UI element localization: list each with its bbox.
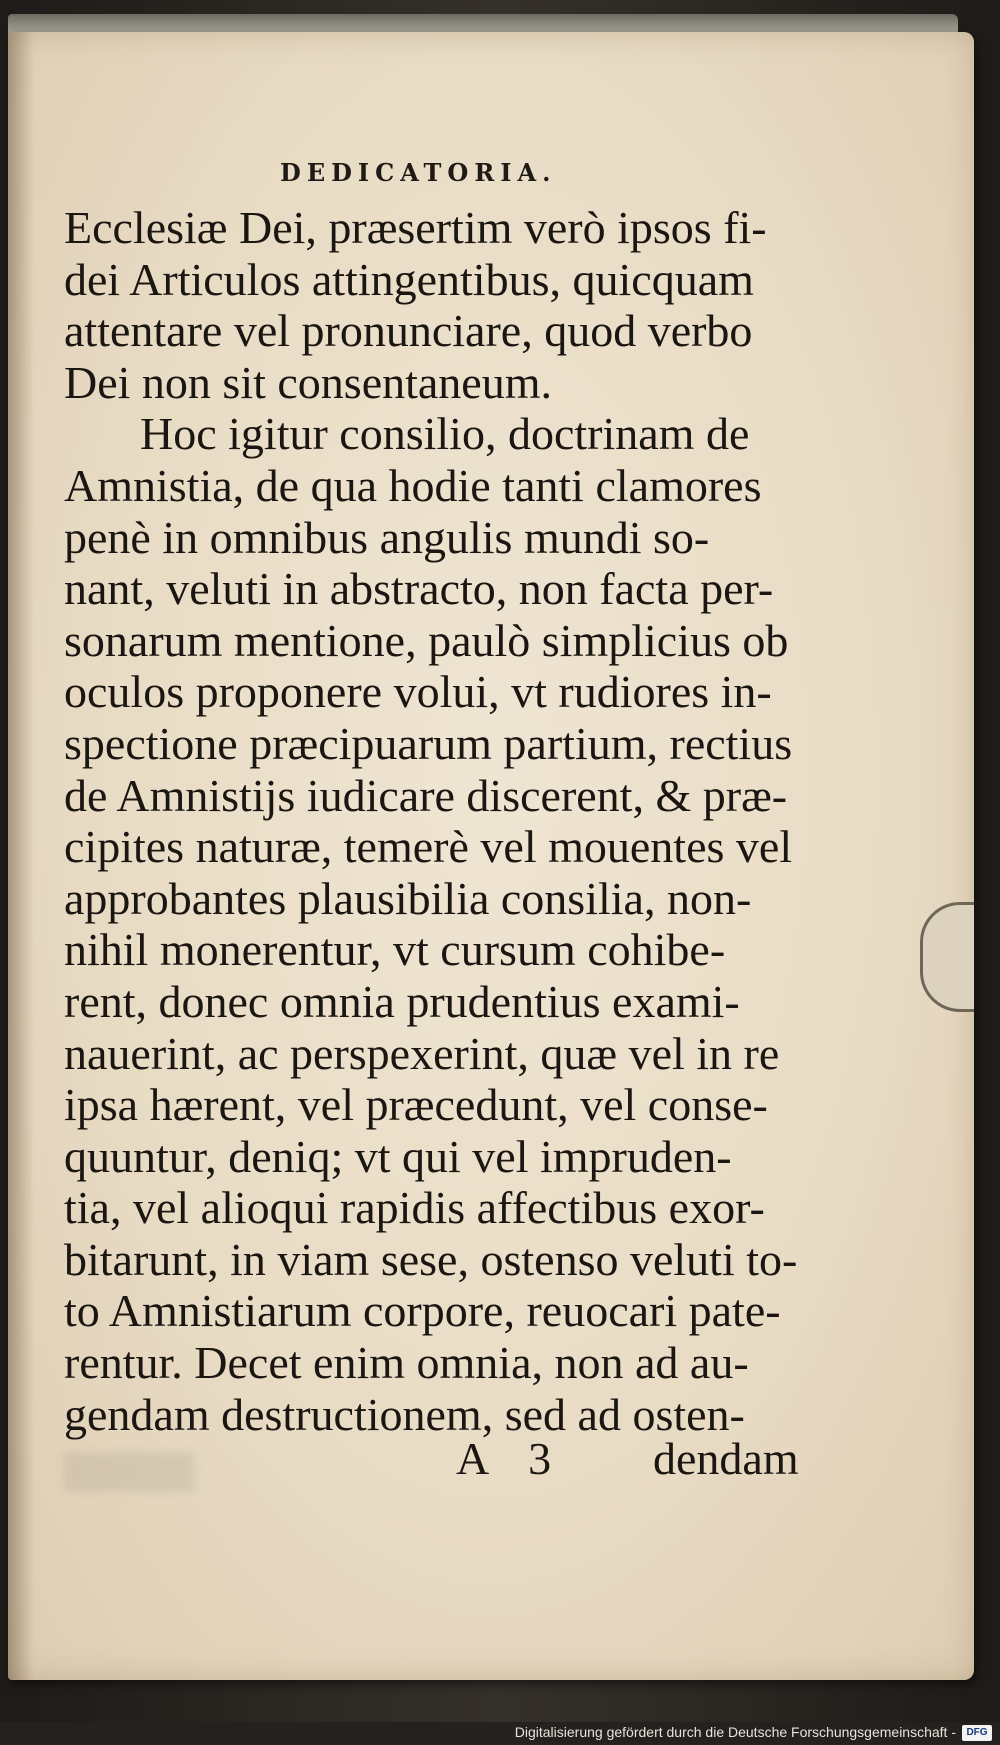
text-line: penè in omnibus angulis mundi so-: [64, 511, 710, 563]
body-text: [64, 202, 804, 1440]
text-line: tia, vel alioqui rapidis affectibus exor-: [64, 1182, 765, 1234]
text-line: nauerint, ac perspexerint, quæ vel in re: [64, 1027, 780, 1079]
text-line: Dei non sit consentaneum.: [64, 356, 553, 408]
signature-mark: A 3: [456, 1433, 552, 1484]
text-line: oculos proponere volui, vt rudiores in-: [64, 666, 772, 718]
text-line: attentare vel pronunciare, quod verbo: [64, 305, 753, 357]
text-line: cipites naturæ, temerè vel mouentes vel: [64, 821, 793, 873]
text-line: de Amnistijs iudicare discerent, & præ-: [64, 769, 788, 821]
book-page: [8, 32, 974, 1680]
paragraph-start-line: Hoc igitur consilio, doctrinam de: [140, 408, 750, 460]
text-line: Ecclesiæ Dei, præsertim verò ipsos fi-: [64, 202, 767, 253]
spine-shadow: [8, 32, 34, 1680]
text-line: rent, donec omnia prudentius exami-: [64, 975, 740, 1027]
text-line: dei Articulos attingentibus, quicquam: [64, 253, 754, 305]
text-line: approbantes plausibilia consilia, non-: [64, 872, 752, 924]
text-line: nihil monerentur, vt cursum cohibe-: [64, 924, 726, 976]
text-line: gendam destructionem, sed ad osten-: [64, 1388, 745, 1440]
text-line: quuntur, deniq; vt qui vel impruden-: [64, 1130, 732, 1182]
text-line: sonarum mentione, paulò simplicius ob: [64, 614, 789, 666]
dfg-logo: DFG: [962, 1725, 992, 1741]
ink-bleed-through: [64, 1452, 194, 1492]
text-line: ipsa hærent, vel præcedunt, vel conse-: [64, 1079, 768, 1131]
page-tab-marker: [920, 902, 974, 1012]
text-line: spectione præcipuarum partium, rectius: [64, 717, 793, 769]
running-head: DEDICATORIA.: [280, 158, 557, 187]
text-line: to Amnistiarum corpore, reuocari pate-: [64, 1285, 781, 1337]
text-line: Amnistia, de qua hodie tanti clamores: [64, 459, 762, 511]
text-line: bitarunt, in viam sese, ostenso veluti to-: [64, 1233, 798, 1285]
text-line: nant, veluti in abstracto, non facta per-: [64, 563, 774, 615]
text-line: rentur. Decet enim omnia, non ad au-: [64, 1337, 749, 1389]
digitization-credit: Digitalisierung gefördert durch die Deutsche Forschungsgemeinschaft -: [514, 1724, 956, 1740]
catchword: dendam: [653, 1433, 799, 1484]
